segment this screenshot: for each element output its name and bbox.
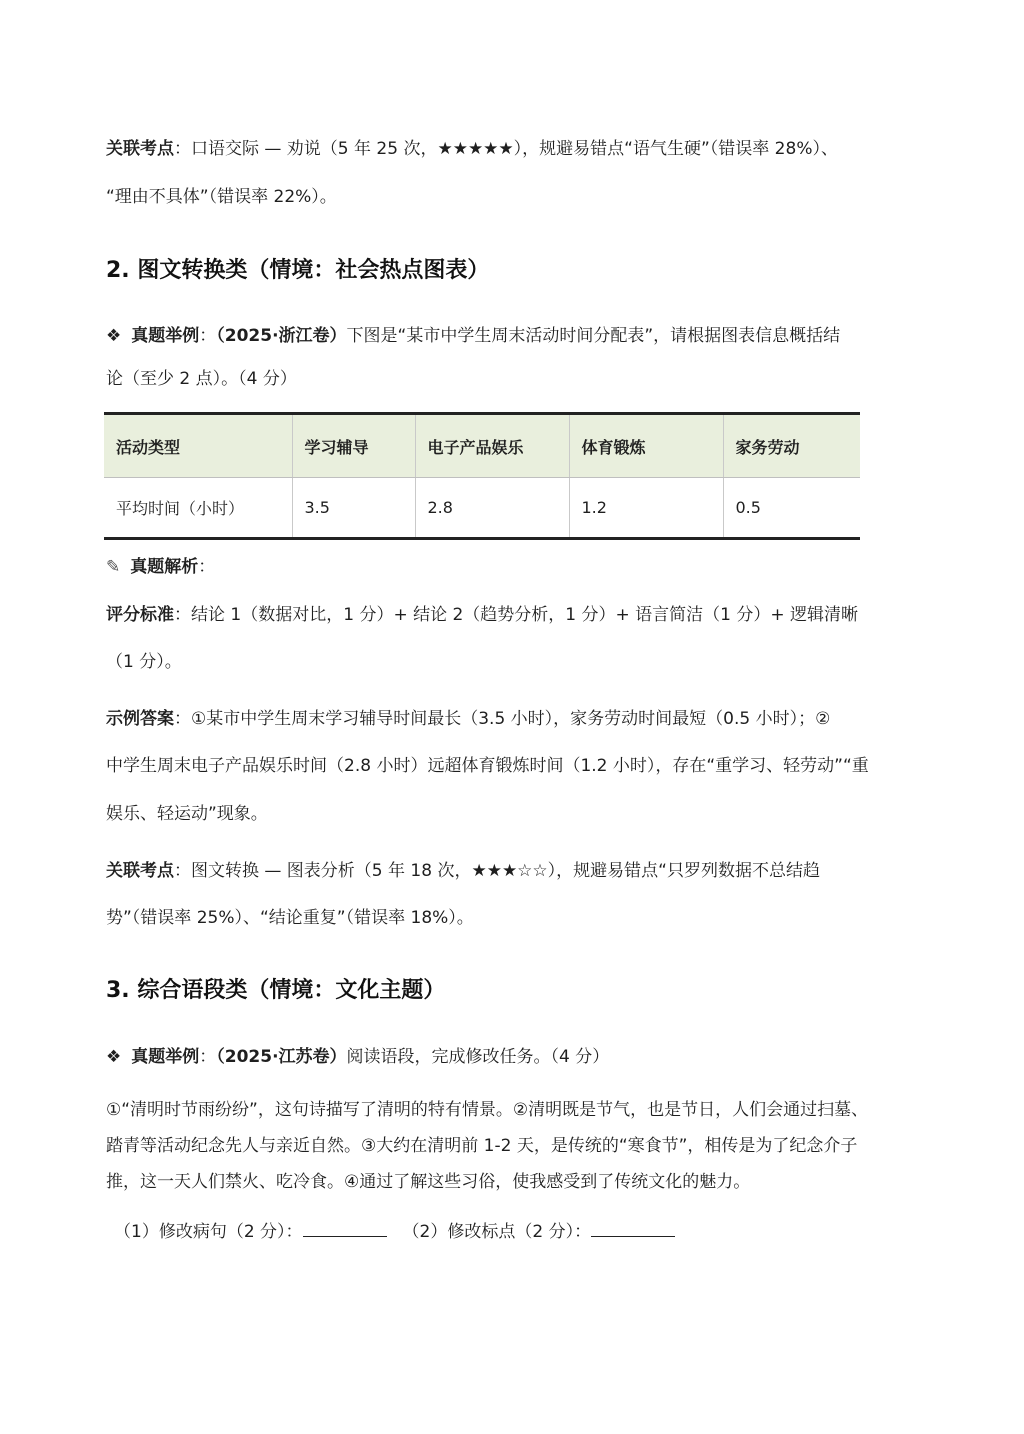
activity-time-table — [104, 412, 860, 540]
table-header-row — [104, 414, 860, 478]
s2-example-colon: ： — [199, 326, 217, 346]
task1-answer-blank[interactable] — [303, 1219, 387, 1237]
s2-example-line1 — [106, 324, 840, 348]
s2-criteria-text1: ：结论 1（数据对比，1 分）+ 结论 2（趋势分析，1 分）+ 语言简洁（1 分）+ 逻辑清晰 — [174, 605, 859, 625]
s1-related-line1 — [106, 137, 838, 161]
task2-answer-blank[interactable] — [591, 1219, 675, 1237]
table-header-cell: 活动类型 — [104, 414, 292, 478]
s2-answer-text1: ：①某市中学生周末学习辅导时间最长（3.5 小时），家务劳动时间最短（0.5 小时）；② — [174, 709, 831, 729]
s2-analysis-label: 真题解析 — [130, 557, 199, 577]
s3-example-line — [106, 1045, 609, 1069]
s2-criteria-label: 评分标准 — [106, 605, 174, 625]
s3-passage-line1: ①“清明时节雨纷纷”，这句诗描写了清明的特有情景。②清明既是节气，也是节日，人们会通过扫墓、 — [106, 1100, 869, 1120]
s1-related-label: 关联考点 — [106, 139, 174, 159]
s2-example-source: （2025·浙江卷） — [216, 326, 347, 346]
s2-related-line1 — [106, 859, 820, 883]
s1-related-text1: ：口语交际 — 劝说（5 年 25 次，★★★★★），规避易错点“语气生硬”（错误率 28%）、 — [174, 139, 838, 159]
s3-passage-line3: 推，这一天人们禁火、吃冷食。④通过了解这些习俗，使我感受到了传统文化的魅力。 — [106, 1172, 751, 1192]
s2-related-label: 关联考点 — [106, 861, 174, 881]
s2-example-label: 真题举例 — [131, 326, 200, 346]
s3-task1-label: （1）修改病句（2 分）： — [114, 1222, 303, 1242]
table-cell: 3.5 — [292, 478, 415, 539]
table-header-cell: 体育锻炼 — [569, 414, 723, 478]
s2-related-text1: ：图文转换 — 图表分析（5 年 18 次，★★★☆☆），规避易错点“只罗列数据不总结趋 — [174, 861, 820, 881]
s2-example-text1: 下图是“某市中学生周末活动时间分配表”，请根据图表信息概括结 — [346, 326, 841, 346]
s2-example-line2: 论（至少 2 点）。（4 分） — [106, 369, 297, 389]
s2-related-line2: 势”（错误率 25%）、“结论重复”（错误率 18%）。 — [106, 908, 474, 928]
s2-answer-line2: 中学生周末电子产品娱乐时间（2.8 小时）远超体育锻炼时间（1.2 小时），存在“重学习、轻劳动”“重 — [106, 756, 869, 776]
table-cell: 2.8 — [415, 478, 569, 539]
s2-answer-label: 示例答案 — [106, 709, 174, 729]
table-cell: 0.5 — [735, 498, 761, 517]
s2-criteria-line1 — [106, 603, 858, 627]
s2-answer-line1 — [106, 707, 830, 731]
four-diamond-icon: ❖ — [106, 1047, 122, 1067]
table-header-cell: 家务劳动 — [723, 414, 860, 478]
s3-example-text: 阅读语段，完成修改任务。（4 分） — [346, 1047, 610, 1067]
s2-answer-line3: 娱乐、轻运动”现象。 — [106, 804, 268, 824]
table-header-cell: 学习辅导 — [292, 414, 415, 478]
s2-criteria-line2: （1 分）。 — [106, 652, 182, 672]
table-cell: 平均时间（小时） — [104, 478, 292, 539]
section-2-heading: 2. 图文转换类（情境：社会热点图表） — [106, 258, 490, 283]
s2-analysis-line — [106, 555, 215, 579]
s3-example-label: 真题举例 — [131, 1047, 200, 1067]
pencil-icon: ✎ — [106, 557, 121, 577]
s3-passage-line2: 踏青等活动纪念先人与亲近自然。③大约在清明前 1-2 天，是传统的“寒食节”，相传是为了纪念介子 — [106, 1136, 858, 1156]
s3-task2-label: （2）修改标点（2 分）： — [402, 1222, 592, 1242]
four-diamond-icon: ❖ — [106, 326, 122, 346]
table-cell: 1.2 — [569, 478, 723, 539]
section-3-heading: 3. 综合语段类（情境：文化主题） — [106, 978, 446, 1003]
s3-tasks-line — [114, 1219, 675, 1244]
s3-example-colon: ： — [199, 1047, 217, 1067]
table-row — [104, 478, 860, 539]
s1-related-line2: “理由不具体”（错误率 22%）。 — [106, 187, 337, 207]
s2-analysis-colon: ： — [198, 557, 216, 577]
table-header-cell: 电子产品娱乐 — [415, 414, 569, 478]
s3-example-source: （2025·江苏卷） — [216, 1047, 347, 1067]
